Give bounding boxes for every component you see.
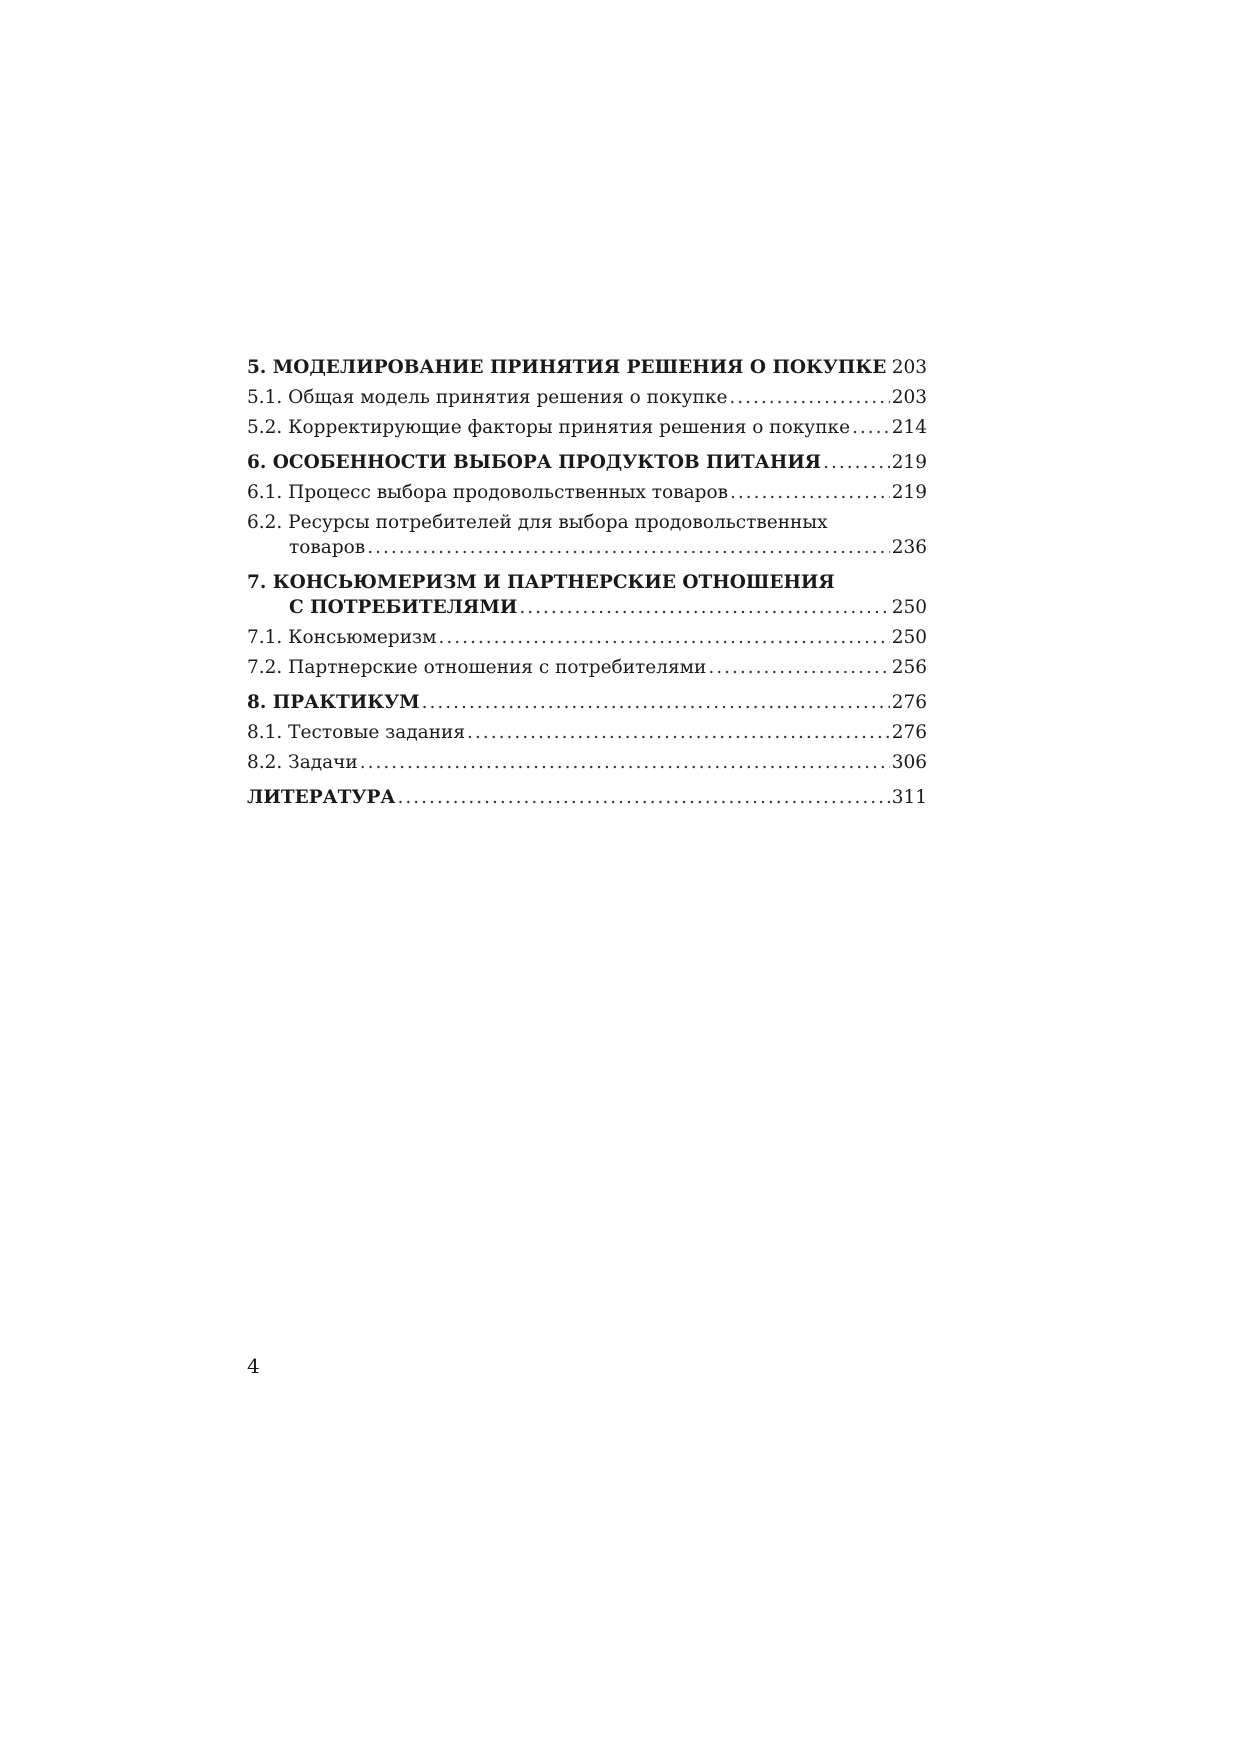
toc-section-8-2[interactable] (247, 751, 927, 775)
toc-section-8-1[interactable] (247, 721, 927, 745)
toc-entry-page: 250 (891, 627, 927, 648)
toc-entry-title: ЛИТЕРАТУРА (247, 787, 396, 808)
toc-literature[interactable] (247, 786, 927, 810)
toc-entry-title-line2: С ПОТРЕБИТЕЛЯМИ (289, 597, 518, 618)
toc-entry-page: 250 (891, 597, 927, 618)
toc-entry-page: 311 (891, 787, 927, 808)
toc-entry-page: 203 (891, 387, 927, 408)
toc-leader-dots (397, 786, 889, 810)
toc-entry-page: 256 (891, 657, 927, 678)
toc-entry-title: 6. ОСОБЕННОСТИ ВЫБОРА ПРОДУКТОВ ПИТАНИЯ (247, 452, 822, 473)
toc-chapter-8[interactable] (247, 691, 927, 715)
toc-entry-title: 5.1. Общая модель принятия решения о покупке (247, 387, 728, 408)
toc-entry-title: 8.2. Задачи (247, 752, 358, 773)
toc-entry-page: 203 (891, 357, 927, 378)
toc-entry-page: 276 (891, 692, 927, 713)
toc-leader-dots (467, 721, 890, 745)
toc-leader-dots (729, 386, 889, 410)
toc-entry-title: 5.2. Корректирующие факторы принятия решения о покупке (247, 417, 851, 438)
toc-chapter-7[interactable] (247, 571, 927, 620)
toc-entry-title-line1: 6.2. Ресурсы потребителей для выбора продовольственных (247, 512, 828, 533)
toc-leader-dots (708, 656, 889, 680)
toc-leader-dots (367, 536, 889, 560)
toc-entry-title: 8. ПРАКТИКУМ (247, 692, 420, 713)
toc-entry-title: 7.1. Консьюмеризм (247, 627, 437, 648)
page-number: 4 (247, 1354, 260, 1378)
toc-chapter-5[interactable] (247, 356, 927, 380)
toc-entry-page: 219 (891, 452, 927, 473)
toc-entry-page: 276 (891, 722, 927, 743)
toc-entry-continuation (247, 536, 927, 560)
toc-entry-title: 6.1. Процесс выбора продовольственных товаров (247, 482, 728, 503)
toc-section-5-2[interactable] (247, 416, 927, 440)
toc-leader-dots (439, 626, 890, 650)
toc-chapter-6[interactable] (247, 451, 927, 475)
toc-leader-dots (730, 481, 890, 505)
toc-entry-title: 8.1. Тестовые задания (247, 722, 466, 743)
toc-section-7-1[interactable] (247, 626, 927, 650)
toc-entry-title: 7.2. Партнерские отношения с потребителями (247, 657, 707, 678)
toc-leader-dots (888, 356, 889, 380)
toc-entry-title-line2: товаров (289, 537, 366, 558)
toc-entry-continuation (247, 596, 927, 620)
toc-entry-page: 236 (891, 537, 927, 558)
toc-section-6-2[interactable] (247, 511, 927, 560)
toc-entry-title-line1: 7. КОНСЬЮМЕРИЗМ И ПАРТНЕРСКИЕ ОТНОШЕНИЯ (247, 572, 835, 593)
toc-section-7-2[interactable] (247, 656, 927, 680)
table-of-contents (247, 356, 927, 810)
toc-leader-dots (360, 751, 890, 775)
toc-leader-dots (852, 416, 890, 440)
toc-entry-page: 219 (891, 482, 927, 503)
toc-leader-dots (823, 451, 890, 475)
toc-leader-dots (519, 596, 889, 620)
toc-entry-page: 214 (891, 417, 927, 438)
toc-entry-page: 306 (891, 752, 927, 773)
toc-entry-title: 5. МОДЕЛИРОВАНИЕ ПРИНЯТИЯ РЕШЕНИЯ О ПОКУПКЕ (247, 357, 887, 378)
toc-section-6-1[interactable] (247, 481, 927, 505)
toc-section-5-1[interactable] (247, 386, 927, 410)
toc-leader-dots (422, 691, 890, 715)
